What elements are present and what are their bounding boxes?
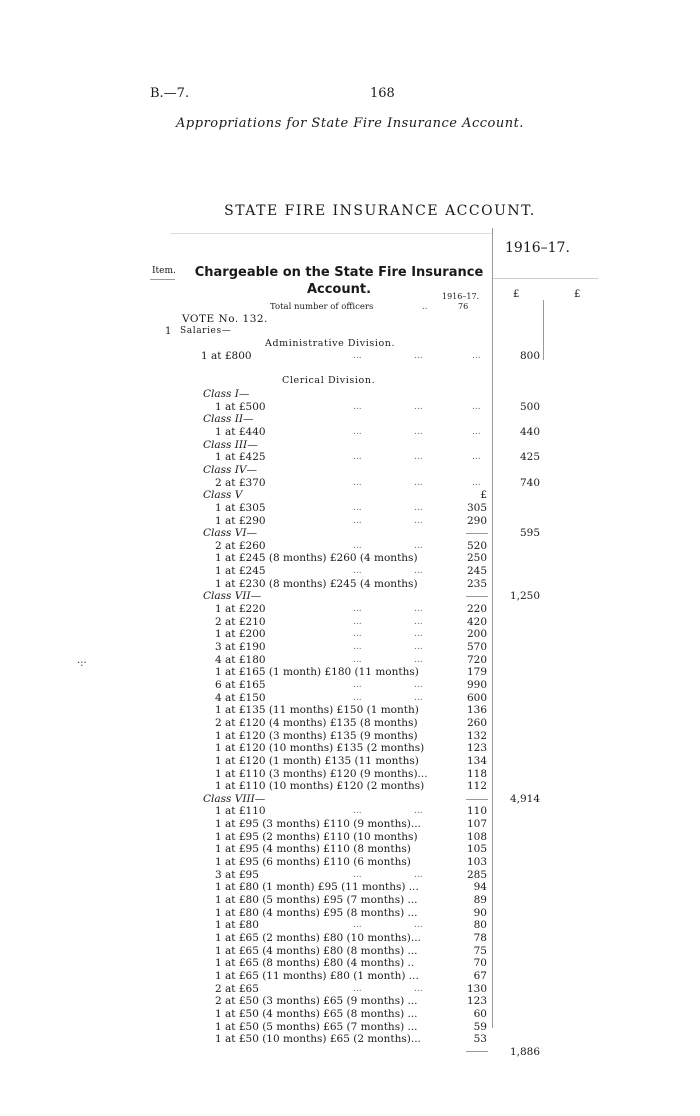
leader-dots: ... bbox=[472, 477, 481, 488]
row-label: 1 at £95 (6 months) £110 (6 months) bbox=[215, 856, 411, 869]
table-row bbox=[0, 780, 700, 793]
row-label: 1 at £110 (3 months) £120 (9 months)... bbox=[215, 767, 428, 780]
leader-dots: ... bbox=[472, 426, 481, 437]
leader-dots: ... bbox=[353, 351, 362, 361]
row-amount: 179 bbox=[466, 666, 487, 679]
table-row bbox=[0, 805, 700, 818]
row-amount: 103 bbox=[466, 856, 487, 869]
row-amount: 70 bbox=[473, 957, 487, 970]
table-row bbox=[0, 945, 700, 958]
subtotal-amount: 1,886 bbox=[509, 1045, 540, 1058]
row-label: 1 at £110 (10 months) £120 (2 months) bbox=[215, 780, 425, 793]
leader-dots: ... bbox=[414, 642, 423, 652]
sum-rule bbox=[466, 799, 488, 800]
table-row bbox=[0, 742, 700, 755]
leader-dots: ... bbox=[414, 477, 423, 488]
table-row bbox=[0, 666, 700, 679]
table-row bbox=[0, 502, 700, 515]
row-label: 1 at £65 (11 months) £80 (1 month) ... bbox=[215, 969, 419, 982]
row-label: 2 at £260 bbox=[215, 539, 266, 552]
table-row bbox=[0, 995, 700, 1008]
sum-rule bbox=[466, 596, 488, 597]
leader-dots: ... bbox=[414, 401, 423, 412]
row-amount: 80 bbox=[473, 919, 487, 932]
table-row bbox=[0, 1033, 700, 1046]
row-amount: 78 bbox=[473, 931, 487, 944]
leader-dots: ... bbox=[353, 426, 362, 437]
leader-dots: ... bbox=[353, 515, 362, 526]
class-heading: Class II— bbox=[203, 413, 254, 426]
leader-dots: ... bbox=[353, 806, 362, 817]
row-amount: 105 bbox=[466, 843, 487, 856]
subtotal-amount: 740 bbox=[519, 476, 540, 489]
item-number: 1 bbox=[165, 326, 172, 337]
row-amount: 123 bbox=[466, 742, 487, 755]
table-row bbox=[0, 477, 700, 490]
officers-label-text: Total number of officers bbox=[270, 302, 374, 312]
class-heading: Class IV— bbox=[203, 463, 257, 476]
row-label: 2 at £65 bbox=[215, 982, 259, 995]
table-row bbox=[0, 970, 700, 983]
table-row bbox=[0, 983, 700, 996]
officers-label bbox=[270, 302, 428, 312]
leader-dots: ... bbox=[414, 351, 423, 361]
leader-dots: ... bbox=[353, 540, 362, 551]
table-row bbox=[0, 590, 700, 603]
salaries-label: Salaries— bbox=[180, 326, 232, 336]
row-label: 1 at £50 (4 months) £65 (8 months) ... bbox=[215, 1007, 418, 1020]
table-row bbox=[0, 426, 700, 439]
table-row bbox=[0, 768, 700, 781]
leader-dots: ... bbox=[353, 983, 362, 994]
table-row bbox=[0, 692, 700, 705]
class-heading: Class III— bbox=[203, 438, 258, 451]
row-amount: 260 bbox=[466, 716, 487, 729]
row-label: 1 at £65 (8 months) £80 (4 months) .. bbox=[215, 957, 415, 970]
table-row bbox=[0, 1021, 700, 1034]
row-label: 1 at £120 (1 month) £135 (11 months) bbox=[215, 754, 419, 767]
row-label: 1 at £165 (1 month) £180 (11 months) bbox=[215, 666, 419, 679]
table-row bbox=[0, 565, 700, 578]
row-amount: 136 bbox=[466, 704, 487, 717]
currency-column-2: £ bbox=[574, 289, 581, 300]
leader-dots: ... bbox=[414, 566, 423, 577]
row-amount: 75 bbox=[473, 944, 487, 957]
row-label: 1 at £120 (10 months) £135 (2 months) bbox=[215, 742, 425, 755]
top-rule bbox=[170, 233, 492, 234]
table-row bbox=[0, 957, 700, 970]
subtotal-amount: 500 bbox=[519, 400, 540, 413]
leader-dots: ... bbox=[353, 869, 362, 880]
leader-dots: ... bbox=[414, 426, 423, 437]
subtotal-amount: 4,914 bbox=[509, 792, 540, 805]
table-row bbox=[0, 717, 700, 730]
leader-dots: ... bbox=[353, 401, 362, 412]
row-label: 1 at £110 bbox=[215, 805, 266, 818]
leader-dots: ... bbox=[353, 654, 362, 665]
row-label: 4 at £150 bbox=[215, 691, 266, 704]
row-label: 3 at £190 bbox=[215, 641, 266, 653]
row-amount: 112 bbox=[466, 780, 487, 793]
leader-dots: ... bbox=[414, 869, 423, 880]
vote-number: VOTE No. 132. bbox=[182, 313, 268, 325]
class-heading: Class VI— bbox=[203, 527, 257, 540]
row-label: 2 at £210 bbox=[215, 615, 266, 628]
table-row bbox=[0, 907, 700, 920]
row-amount: 600 bbox=[466, 691, 487, 704]
table-row bbox=[0, 388, 700, 401]
administrative-division: Administrative Division. bbox=[265, 338, 396, 349]
table-row bbox=[0, 413, 700, 426]
row-label: 2 at £370 bbox=[215, 476, 266, 489]
subtotal-amount: 440 bbox=[519, 425, 540, 438]
row-label: 1 at £65 (2 months) £80 (10 months)... bbox=[215, 931, 421, 944]
row-amount: 130 bbox=[466, 982, 487, 995]
row-amount: 200 bbox=[466, 628, 487, 641]
table-row bbox=[0, 919, 700, 932]
row-label: 1 at £135 (11 months) £150 (1 month) bbox=[215, 704, 419, 717]
leader-dots: ... bbox=[353, 679, 362, 690]
row-amount: 570 bbox=[466, 641, 487, 653]
leader-dots: ... bbox=[353, 692, 362, 703]
row-label: 2 at £120 (4 months) £135 (8 months) bbox=[215, 716, 418, 729]
leader-dots: ... bbox=[414, 654, 423, 665]
row-amount: 520 bbox=[466, 539, 487, 552]
row-label: 1 at £95 (2 months) £110 (10 months) bbox=[215, 830, 418, 843]
class-heading: Class VII— bbox=[203, 590, 262, 603]
row-amount: 250 bbox=[466, 552, 487, 565]
row-label: 1 at £80 bbox=[215, 919, 259, 932]
row-amount: 290 bbox=[466, 514, 487, 527]
row-amount: 108 bbox=[466, 830, 487, 843]
row-label: 1 at £50 (10 months) £65 (2 months)... bbox=[215, 1033, 421, 1046]
row-amount: 285 bbox=[466, 868, 487, 881]
leader-dots: ... bbox=[353, 452, 362, 463]
row-label: 1 at £245 bbox=[215, 565, 266, 578]
table-row bbox=[0, 654, 700, 667]
row-label: 1 at £80 (4 months) £95 (8 months) ... bbox=[215, 906, 418, 919]
row-amount: 90 bbox=[473, 906, 487, 919]
table-row bbox=[0, 451, 700, 464]
table-row bbox=[0, 515, 700, 528]
table-row bbox=[0, 1008, 700, 1021]
leader-dots: ... bbox=[353, 642, 362, 652]
row-label: 1 at £95 (3 months) £110 (9 months)... bbox=[215, 818, 421, 831]
leader-dots: .. bbox=[376, 302, 428, 312]
leader-dots: ... bbox=[414, 806, 423, 817]
leader-dots: ... bbox=[414, 629, 423, 640]
item-rule bbox=[150, 279, 175, 280]
row-label: 1 at £290 bbox=[215, 514, 266, 527]
leader-dots: ... bbox=[353, 920, 362, 931]
item-column-label: Item. bbox=[152, 266, 176, 276]
subtotal-amount: 425 bbox=[519, 451, 540, 464]
row-amount: 305 bbox=[466, 501, 487, 514]
row-label: 1 at £305 bbox=[215, 501, 266, 514]
table-row bbox=[0, 641, 700, 654]
margin-mark: ·:· bbox=[77, 658, 87, 669]
row-amount: £ bbox=[480, 489, 487, 502]
currency-column-1: £ bbox=[513, 289, 520, 300]
leader-dots: ... bbox=[353, 616, 362, 627]
year-heading: 1916–17. bbox=[505, 240, 570, 256]
table-row bbox=[0, 932, 700, 945]
row-label: 1 at £50 (5 months) £65 (7 months) ... bbox=[215, 1020, 418, 1033]
row-amount: 59 bbox=[473, 1020, 487, 1033]
row-amount: 110 bbox=[466, 805, 487, 818]
row-amount: 132 bbox=[466, 729, 487, 742]
row-label: 1 at £65 (4 months) £80 (8 months) ... bbox=[215, 944, 418, 957]
table-row bbox=[0, 439, 700, 452]
table-row bbox=[0, 881, 700, 894]
table-row bbox=[0, 831, 700, 844]
table-row bbox=[0, 869, 700, 882]
row-amount: 123 bbox=[466, 995, 487, 1008]
row-label: 1 at £440 bbox=[215, 425, 266, 438]
chargeable-heading: Chargeable on the State Fire Insurance Account. bbox=[194, 265, 484, 297]
row-amount: 245 bbox=[466, 565, 487, 578]
row-label: 1 at £500 bbox=[215, 400, 266, 413]
leader-dots: ... bbox=[414, 515, 423, 526]
row-label: 3 at £95 bbox=[215, 868, 259, 881]
table-row bbox=[0, 489, 700, 502]
leader-dots: ... bbox=[472, 452, 481, 463]
row-label: 1 at £80 (1 month) £95 (11 months) ... bbox=[215, 881, 419, 894]
table-row bbox=[0, 350, 700, 363]
row-label: 1 at £200 bbox=[215, 628, 266, 641]
row-amount: 94 bbox=[473, 881, 487, 894]
row-amount: 67 bbox=[473, 969, 487, 982]
row-label: 4 at £180 bbox=[215, 653, 266, 666]
leader-dots: ... bbox=[472, 401, 481, 412]
table-row bbox=[0, 628, 700, 641]
subtotal-amount: 800 bbox=[519, 350, 540, 362]
leader-dots: ... bbox=[414, 983, 423, 994]
row-amount: 220 bbox=[466, 603, 487, 616]
sum-rule bbox=[466, 533, 488, 534]
table-row bbox=[0, 755, 700, 768]
year-rule bbox=[493, 278, 598, 279]
page-number: 168 bbox=[370, 86, 395, 101]
leader-dots: ... bbox=[353, 477, 362, 488]
leader-dots: ... bbox=[414, 920, 423, 931]
row-label: 2 at £50 (3 months) £65 (9 months) ... bbox=[215, 995, 418, 1008]
leader-dots: ... bbox=[472, 351, 481, 361]
row-amount: 720 bbox=[466, 653, 487, 666]
leader-dots: ... bbox=[353, 604, 362, 615]
table-row bbox=[0, 527, 700, 540]
row-amount: 60 bbox=[473, 1007, 487, 1020]
row-amount: 990 bbox=[466, 678, 487, 691]
row-amount: 118 bbox=[466, 767, 487, 780]
table-row bbox=[0, 856, 700, 869]
leader-dots: ... bbox=[414, 502, 423, 513]
table-row bbox=[0, 552, 700, 565]
row-amount: 134 bbox=[466, 754, 487, 767]
table-row bbox=[0, 730, 700, 743]
class-heading: Class VIII— bbox=[203, 792, 266, 805]
row-label: 1 at £245 (8 months) £260 (4 months) bbox=[215, 552, 418, 565]
officers-year: 1916–17. bbox=[442, 292, 480, 301]
leader-dots: ... bbox=[414, 679, 423, 690]
leader-dots: ... bbox=[414, 616, 423, 627]
subtotal-amount: 595 bbox=[519, 527, 540, 540]
class-heading: Class I— bbox=[203, 388, 250, 400]
table-row bbox=[0, 401, 700, 414]
table-row bbox=[0, 540, 700, 553]
leader-dots: ... bbox=[353, 629, 362, 640]
leader-dots: ... bbox=[353, 566, 362, 577]
row-label: 1 at £425 bbox=[215, 451, 266, 464]
row-label: 1 at £800 bbox=[201, 350, 252, 362]
table-row bbox=[0, 704, 700, 717]
row-amount: 235 bbox=[466, 577, 487, 590]
account-title: STATE FIRE INSURANCE ACCOUNT. bbox=[224, 203, 536, 219]
row-label: 1 at £80 (5 months) £95 (7 months) ... bbox=[215, 894, 418, 906]
table-row bbox=[0, 818, 700, 831]
table-row bbox=[0, 603, 700, 616]
row-label: 1 at £220 bbox=[215, 603, 266, 616]
row-label: 1 at £120 (3 months) £135 (9 months) bbox=[215, 729, 418, 742]
clerical-division: Clerical Division. bbox=[282, 375, 376, 386]
page-subtitle: Appropriations for State Fire Insurance Account. bbox=[176, 116, 524, 131]
table-row bbox=[0, 464, 700, 477]
table-row bbox=[0, 679, 700, 692]
row-label: 1 at £230 (8 months) £245 (4 months) bbox=[215, 577, 418, 590]
table-row bbox=[0, 1046, 700, 1059]
row-label: 6 at £165 bbox=[215, 678, 266, 691]
row-amount: 53 bbox=[473, 1033, 487, 1046]
table-row bbox=[0, 578, 700, 591]
leader-dots: ... bbox=[414, 692, 423, 703]
sum-rule bbox=[466, 1051, 488, 1052]
row-amount: 107 bbox=[466, 818, 487, 831]
leader-dots: ... bbox=[414, 452, 423, 463]
table-row bbox=[0, 793, 700, 806]
table-row bbox=[0, 616, 700, 629]
row-label: 1 at £95 (4 months) £110 (8 months) bbox=[215, 843, 411, 856]
officers-total: 76 bbox=[458, 302, 469, 311]
table-row bbox=[0, 894, 700, 907]
subtotal-amount: 1,250 bbox=[509, 590, 540, 603]
class-heading: Class V bbox=[203, 489, 243, 502]
row-amount: 89 bbox=[473, 894, 487, 906]
row-amount: 420 bbox=[466, 615, 487, 628]
leader-dots: ... bbox=[414, 540, 423, 551]
table-row bbox=[0, 843, 700, 856]
report-code: B.—7. bbox=[150, 86, 190, 101]
leader-dots: ... bbox=[414, 604, 423, 615]
leader-dots: ... bbox=[353, 502, 362, 513]
